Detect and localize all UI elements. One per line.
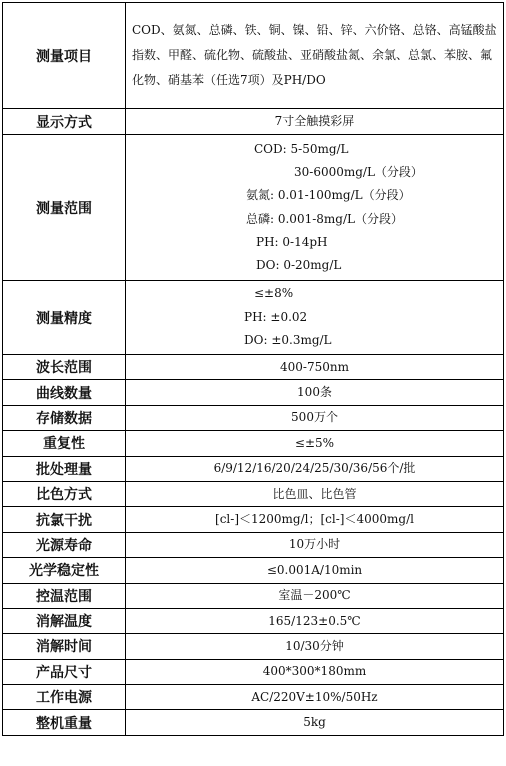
range-line: 氨氮: 0.01-100mg/L（分段） [246, 188, 411, 203]
spec-value: 10/30分钟 [126, 634, 504, 659]
spec-label: 整机重量 [3, 710, 126, 735]
spec-row [3, 431, 504, 456]
spec-value: [cl-]＜1200mg/l；[cl-]＜4000mg/l [126, 507, 504, 532]
range-line: 30-6000mg/L（分段） [294, 164, 423, 179]
spec-label: 测量范围 [3, 135, 126, 281]
spec-label: 抗氯干扰 [3, 507, 126, 532]
range-line: 总磷: 0.001-8mg/L（分段） [246, 211, 403, 226]
spec-value: 500万个 [126, 405, 504, 430]
spec-value: 6/9/12/16/20/24/25/30/36/56个/批 [126, 456, 504, 481]
spec-label: 消解时间 [3, 634, 126, 659]
spec-label: 批处理量 [3, 456, 126, 481]
spec-label: 光源寿命 [3, 532, 126, 557]
spec-label: 测量项目 [3, 3, 126, 109]
spec-row [3, 481, 504, 506]
range-line: DO: 0-20mg/L [256, 258, 342, 273]
spec-row [3, 456, 504, 481]
spec-row-items [3, 3, 504, 109]
spec-value: 400-750nm [126, 355, 504, 380]
spec-value: 比色皿、比色管 [126, 481, 504, 506]
spec-value: 400*300*180mm [126, 659, 504, 684]
spec-table [2, 2, 504, 736]
spec-row [3, 380, 504, 405]
range-line: COD: 5-50mg/L [254, 141, 349, 156]
spec-label: 产品尺寸 [3, 659, 126, 684]
spec-value: AC/220V±10%/50Hz [126, 685, 504, 710]
spec-row [3, 608, 504, 633]
spec-value: 5kg [126, 710, 504, 735]
spec-label: 工作电源 [3, 685, 126, 710]
precision-line: DO: ±0.3mg/L [244, 333, 332, 348]
spec-label: 曲线数量 [3, 380, 126, 405]
spec-value: COD、氨氮、总磷、铁、铜、镍、铅、锌、六价铬、总铬、高锰酸盐指数、甲醛、硫化物、硫酸盐、亚硝酸盐氮、余氯、总氯、苯胺、氟化物、硝基苯（任选7项）及PH/DO [126, 3, 504, 109]
spec-value: ≤±5% [126, 431, 504, 456]
spec-label: 光学稳定性 [3, 558, 126, 583]
spec-row [3, 355, 504, 380]
spec-label: 消解温度 [3, 608, 126, 633]
spec-label: 显示方式 [3, 109, 126, 135]
spec-row [3, 405, 504, 430]
spec-row-display [3, 109, 504, 135]
spec-value: 7寸全触摸彩屏 [126, 109, 504, 135]
precision-line: ≤±8% [254, 286, 294, 301]
spec-value: ≤0.001A/10min [126, 558, 504, 583]
spec-row [3, 685, 504, 710]
spec-row [3, 710, 504, 735]
spec-label: 重复性 [3, 431, 126, 456]
spec-value [126, 135, 504, 281]
spec-label: 存储数据 [3, 405, 126, 430]
spec-row [3, 583, 504, 608]
spec-row [3, 659, 504, 684]
range-line: PH: 0-14pH [256, 234, 328, 249]
spec-row-range [3, 135, 504, 281]
spec-label: 测量精度 [3, 281, 126, 355]
spec-row [3, 532, 504, 557]
spec-row [3, 507, 504, 532]
precision-line: PH: ±0.02 [244, 309, 308, 324]
spec-value [126, 281, 504, 355]
spec-value: 100条 [126, 380, 504, 405]
spec-label: 控温范围 [3, 583, 126, 608]
spec-label: 波长范围 [3, 355, 126, 380]
spec-value: 165/123±0.5℃ [126, 608, 504, 633]
spec-value: 10万小时 [126, 532, 504, 557]
spec-row-precision [3, 281, 504, 355]
spec-row [3, 558, 504, 583]
spec-value: 室温－200℃ [126, 583, 504, 608]
spec-row [3, 634, 504, 659]
spec-label: 比色方式 [3, 481, 126, 506]
